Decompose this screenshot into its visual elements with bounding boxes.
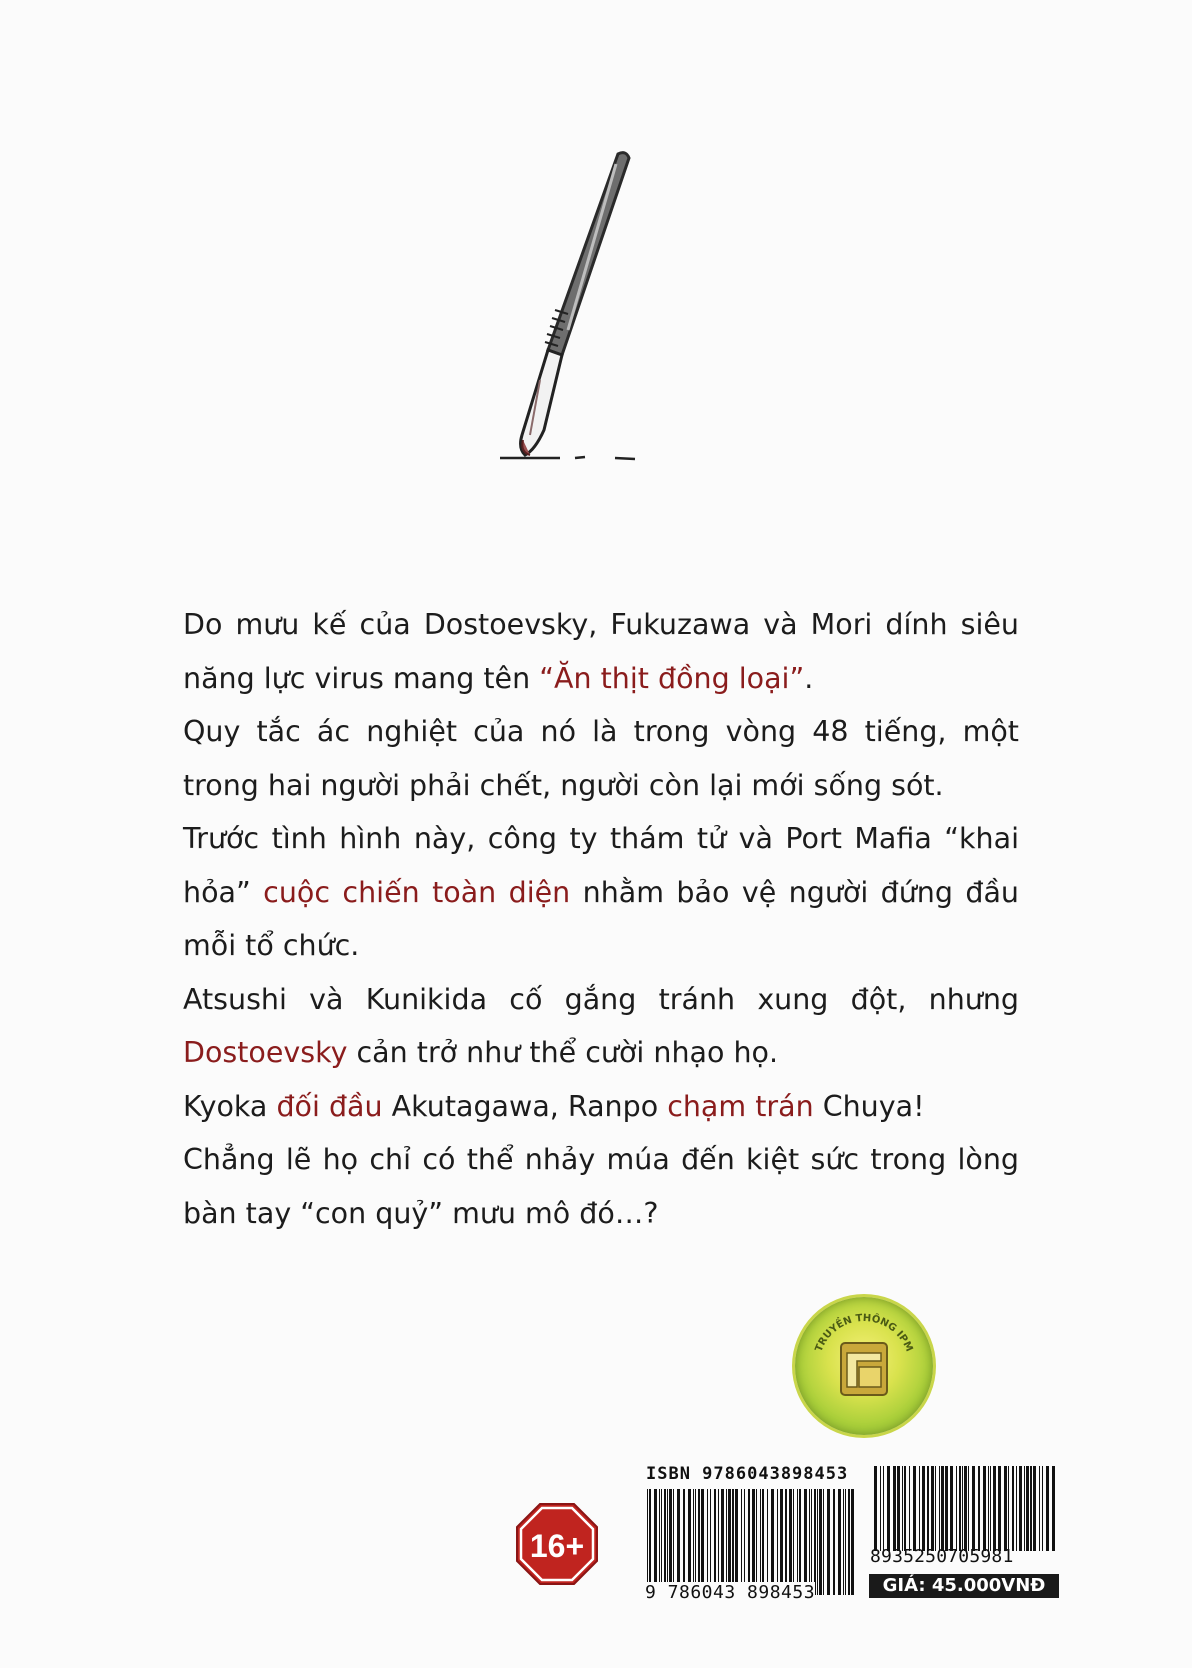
blurb-paragraph-3: Trước tình hình này, công ty thám tử và Port Mafia “khai hỏa” cuộc chiến toàn diện nhằm bảo vệ người đứng đầu mỗi tổ chức.: [183, 822, 1019, 962]
barcode-bar: [939, 1466, 940, 1551]
barcode-bar: [950, 1466, 953, 1551]
barcode-bar: [1019, 1466, 1022, 1551]
barcode-bar: [909, 1466, 910, 1551]
barcode-bar: [735, 1489, 738, 1595]
barcode-bar: [1026, 1466, 1029, 1551]
blurb-text: [183, 598, 1019, 1240]
barcode-bar: [688, 1489, 691, 1595]
barcode-bar: [811, 1489, 812, 1595]
barcode-bar: [695, 1489, 696, 1595]
barcode-bar: [748, 1489, 750, 1595]
barcode-bar: [785, 1489, 787, 1595]
barcode-bar: [1008, 1466, 1009, 1551]
blurb-paragraph-4: Atsushi và Kunikida cố gắng tránh xung đột, nhưng Dostoevsky cản trở như thể cười nhạo họ.: [183, 982, 1019, 1069]
barcode-bar: [893, 1466, 896, 1551]
barcode-bar: [721, 1489, 724, 1595]
barcode-bar: [714, 1489, 716, 1595]
barcode-bar: [990, 1466, 991, 1551]
age-rating-badge: [515, 1502, 599, 1586]
barcode-bar: [983, 1466, 986, 1551]
highlight-war: cuộc chiến toàn diện: [263, 875, 571, 909]
barcode-bar: [838, 1489, 841, 1595]
barcode-bar: [797, 1489, 798, 1595]
isbn-label: ISBN 9786043898453: [646, 1464, 849, 1484]
highlight-encounter: chạm trán: [667, 1089, 814, 1123]
barcode-bar: [789, 1489, 792, 1595]
blurb-paragraph-1: Do mưu kế của Dostoevsky, Fukuzawa và Mori dính siêu năng lực virus mang tên “Ăn thịt đồng loại”.: [183, 608, 1019, 695]
barcode-bar: [819, 1489, 822, 1595]
barcode-bar: [804, 1489, 807, 1595]
barcode-bar: [874, 1466, 877, 1551]
barcode-bar: [744, 1489, 745, 1595]
barcode-bar: [945, 1466, 948, 1551]
barcode-bar: [664, 1489, 666, 1595]
barcode-bar: [897, 1466, 900, 1551]
highlight-dostoevsky: Dostoevsky: [183, 1036, 348, 1069]
barcode-bar: [931, 1466, 934, 1551]
age-rating-text: 16+: [529, 1528, 585, 1564]
barcode-bar: [752, 1489, 755, 1595]
blurb-paragraph-6: Chẳng lẽ họ chỉ có thể nhảy múa đến kiệt sức trong lòng bàn tay “con quỷ” mưu mô đó…?: [183, 1143, 1019, 1230]
barcode-bar: [851, 1489, 854, 1595]
barcode-bar: [1052, 1466, 1055, 1551]
barcode-bar: [756, 1489, 757, 1595]
barcode-bar: [887, 1466, 890, 1551]
barcode-bar: [1042, 1466, 1043, 1551]
barcode-bar: [1016, 1466, 1017, 1551]
hologram-seal: [795, 1297, 933, 1435]
barcode-bar: [814, 1489, 816, 1595]
barcode-bar: [919, 1466, 920, 1551]
barcode-bar: [993, 1466, 996, 1551]
barcode-bar: [718, 1489, 719, 1595]
barcode-bar: [941, 1466, 944, 1551]
barcode-bar: [728, 1489, 731, 1595]
barcode-bar: [998, 1466, 1001, 1551]
barcode-bar: [845, 1489, 846, 1595]
blurb-paragraph-2: Quy tắc ác nghiệt của nó là trong vòng 48 tiếng, một trong hai người phải chết, người còn lại mới sống sót.: [183, 715, 1019, 802]
barcode-bar: [883, 1466, 884, 1551]
barcode-bar: [698, 1489, 700, 1595]
barcode-bar: [760, 1489, 761, 1595]
barcode-bar: [1030, 1466, 1032, 1551]
barcode-bar: [780, 1489, 783, 1595]
barcode-bar: [661, 1489, 662, 1595]
barcode-bar: [1039, 1466, 1040, 1551]
price-label: GIÁ: 45.000VNĐ: [869, 1574, 1059, 1598]
barcode-bar: [827, 1489, 830, 1595]
product-barcode-digits: 8935250705981: [870, 1546, 1014, 1567]
highlight-confront: đối đầu: [276, 1089, 383, 1123]
barcode-bar: [1004, 1466, 1007, 1551]
barcode-bar: [647, 1489, 648, 1595]
barcode-bar: [913, 1466, 916, 1551]
barcode-bar: [817, 1489, 818, 1595]
barcode-bar: [649, 1489, 651, 1595]
barcode-bar: [959, 1466, 961, 1551]
barcode-bar: [793, 1489, 794, 1595]
barcode-bar: [710, 1489, 711, 1595]
highlight-ability-name: “Ăn thịt đồng loại”: [539, 661, 805, 695]
barcode-bar: [902, 1466, 903, 1551]
barcode-bar: [673, 1489, 674, 1595]
barcode-bar: [927, 1466, 929, 1551]
barcode-bar: [677, 1489, 680, 1595]
barcode-bar: [771, 1489, 774, 1595]
barcode-bar: [1046, 1466, 1049, 1551]
barcode-bar: [968, 1466, 969, 1551]
barcode-bar: [767, 1489, 768, 1595]
barcode-bar: [962, 1466, 963, 1551]
barcode-bar: [732, 1489, 734, 1595]
barcode-bar: [741, 1489, 742, 1595]
barcode-bar: [809, 1489, 810, 1595]
hologram-seal-icon: [795, 1297, 933, 1435]
barcode-bar: [956, 1466, 957, 1551]
barcode-bar: [654, 1489, 657, 1595]
barcode-bar: [1024, 1466, 1025, 1551]
scalpel-illustration: [500, 150, 680, 500]
barcode-bar: [823, 1489, 824, 1595]
barcode-bar: [669, 1489, 672, 1595]
barcode-bar: [693, 1489, 694, 1595]
barcode-bar: [935, 1466, 936, 1551]
product-barcode: [872, 1466, 1057, 1551]
barcode-bar: [1012, 1466, 1014, 1551]
hologram-seal-text: TRUYỀN THÔNG IPM: [813, 1312, 915, 1354]
barcode-bar: [833, 1489, 835, 1595]
barcode-bar: [799, 1489, 801, 1595]
barcode-bar: [904, 1466, 906, 1551]
barcode-bar: [762, 1489, 764, 1595]
blurb-paragraph-5: Kyoka đối đầu Akutagawa, Ranpo chạm trán Chuya!: [183, 1089, 925, 1123]
barcode-bar: [726, 1489, 727, 1595]
barcode-bar: [978, 1466, 980, 1551]
barcode-bar: [683, 1489, 685, 1595]
barcode-bar: [848, 1489, 850, 1595]
barcode-bar: [843, 1489, 844, 1595]
barcode-bar: [707, 1489, 708, 1595]
barcode-bar: [988, 1466, 989, 1551]
barcode-bar: [777, 1489, 778, 1595]
barcode-bar: [701, 1489, 704, 1595]
isbn-digits: 9 786043 898453: [645, 1582, 816, 1603]
barcode-bar: [922, 1466, 925, 1551]
barcode-bar: [1033, 1466, 1036, 1551]
barcode-bar: [972, 1466, 975, 1551]
barcode-bar: [964, 1466, 967, 1551]
barcode-bar: [880, 1466, 881, 1551]
barcode-bar: [659, 1489, 660, 1595]
isbn-barcode: [645, 1489, 860, 1595]
barcode-bar: [667, 1489, 668, 1595]
